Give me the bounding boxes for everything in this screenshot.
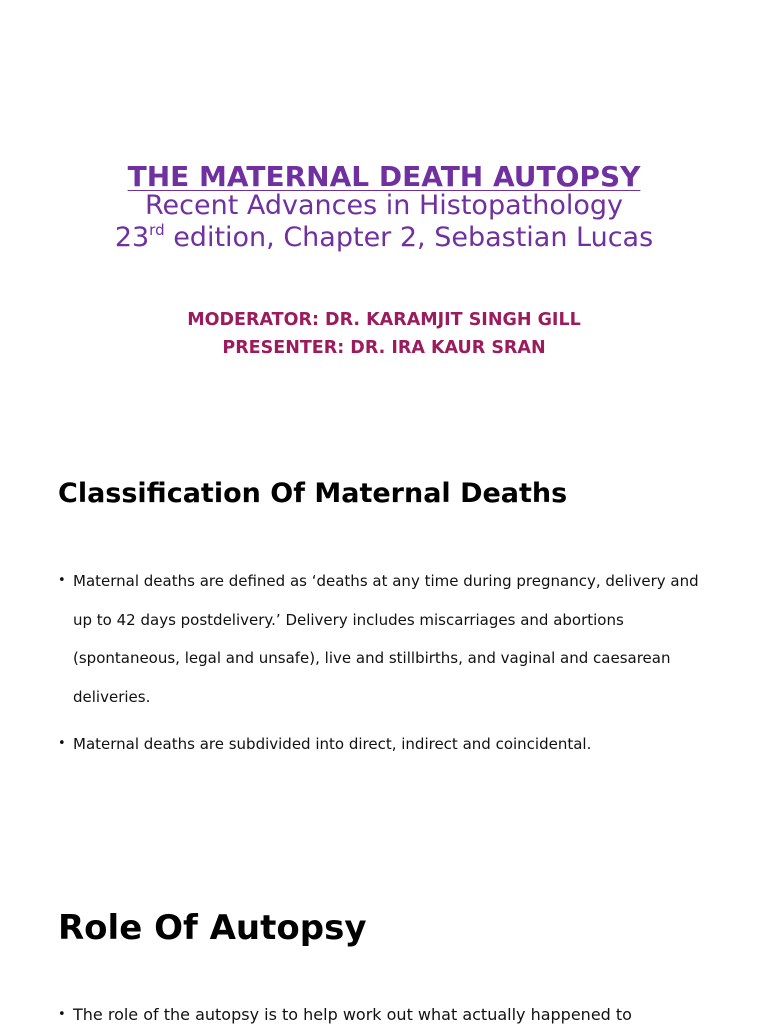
- edition-number: 23: [114, 222, 150, 253]
- document-subtitle: [80, 190, 688, 254]
- classification-heading: Classification Of Maternal Deaths: [58, 478, 568, 509]
- presenters-block: [0, 306, 768, 362]
- moderator-line: MODERATOR: DR. KARAMJIT SINGH GILL: [187, 310, 581, 330]
- subtitle-rest: edition, Chapter 2, Sebastian Lucas: [164, 222, 654, 253]
- edition-suffix: rd: [149, 221, 165, 239]
- presenter-line: PRESENTER: DR. IRA KAUR SRAN: [222, 338, 546, 358]
- title-slide: [0, 0, 768, 420]
- list-item: • Maternal deaths are subdivided into direct, indirect and coincidental.: [58, 725, 718, 764]
- role-bullet-list: [58, 998, 718, 1024]
- document-title-link[interactable]: THE MATERNAL DEATH AUTOPSY: [127, 160, 641, 193]
- role-heading: Role Of Autopsy: [58, 908, 367, 948]
- classification-bullet-list: [58, 562, 718, 764]
- list-item: • The role of the autopsy is to help work out what actually happened to: [58, 998, 718, 1024]
- document-title: [0, 156, 768, 194]
- subtitle-line-1: Recent Advances in Histopathology: [145, 190, 623, 221]
- list-item: • Maternal deaths are defined as ‘deaths at any time during pregnancy, delivery and up to 42 days postdelivery.’ Delivery includes miscarriages and abortions (spontaneous, legal and unsafe), live and stillbirths, and vaginal and caesarean deliveries.: [58, 562, 718, 716]
